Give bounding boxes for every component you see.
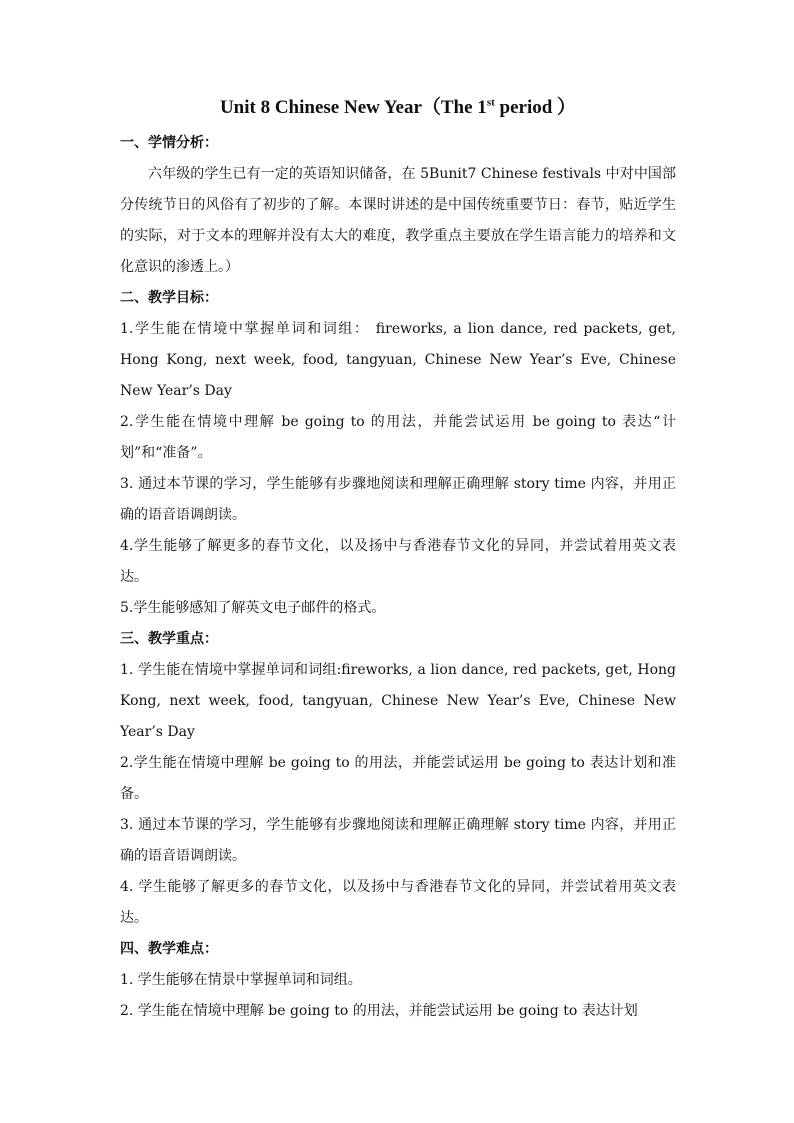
section-heading-key-points: 三、教学重点：: [120, 631, 218, 647]
objective-item: 4.学生能够了解更多的春节文化，以及扬中与香港春节文化的异同，并尝试着用英文表达。: [120, 538, 676, 585]
key-point-item: 3. 通过本节课的学习，学生能够有步骤地阅读和理解正确理解 story time 内容，并用正确的语音语调朗读。: [120, 817, 676, 864]
key-point-item: 4. 学生能够了解更多的春节文化，以及扬中与香港春节文化的异同，并尝试着用英文表达。: [120, 879, 676, 926]
section-heading-difficulties: 四、教学难点：: [120, 941, 218, 957]
learner-analysis-paragraph: 六年级的学生已有一定的英语知识储备，在 5Bunit7 Chinese festivals 中对中国部分传统节日的风俗有了初步的了解。本课时讲述的是中国传统重要节日：春节，贴近学生的实际，对于文本的理解并没有太大的难度，教学重点主要放在学生语言能力的培养和文化意识的渗透上。）: [120, 166, 676, 275]
title-text: Unit 8 Chinese New Year（The 1: [219, 97, 487, 118]
objective-item: 3. 通过本节课的学习，学生能够有步骤地阅读和理解正确理解 story time 内容，并用正确的语音语调朗读。: [120, 476, 676, 523]
section-heading-teaching-objectives: 二、教学目标：: [120, 290, 218, 306]
document-title: [120, 96, 676, 120]
objective-item: 2.学生能在情境中理解 be going to 的用法，并能尝试运用 be going to 表达“计划”和“准备”。: [120, 414, 676, 461]
difficulty-item: 2. 学生能在情境中理解 be going to 的用法，并能尝试运用 be going to 表达计划: [120, 1003, 638, 1019]
key-point-item: 2.学生能在情境中理解 be going to 的用法，并能尝试运用 be going to 表达计划和准备。: [120, 755, 676, 802]
title-end: period ）: [494, 97, 577, 118]
objective-item: 1.学生能在情境中掌握单词和词组： fireworks, a lion dance, red packets, get, Hong Kong, next week, food, tangyuan, Chinese New Year’s Eve, Chinese New Year’s Day: [120, 321, 676, 399]
difficulty-item: 1. 学生能够在情景中掌握单词和词组。: [120, 972, 362, 988]
objective-item: 5.学生能够感知了解英文电子邮件的格式。: [120, 600, 386, 616]
document-page: [120, 96, 676, 1027]
title-superscript: st: [486, 96, 495, 109]
key-point-item: 1. 学生能在情境中掌握单词和词组:fireworks, a lion dance, red packets, get, Hong Kong, next week, food, tangyuan, Chinese New Year’s Eve, Chinese New Year’s Day: [120, 662, 676, 740]
section-heading-learner-analysis: 一、学情分析：: [120, 135, 218, 151]
